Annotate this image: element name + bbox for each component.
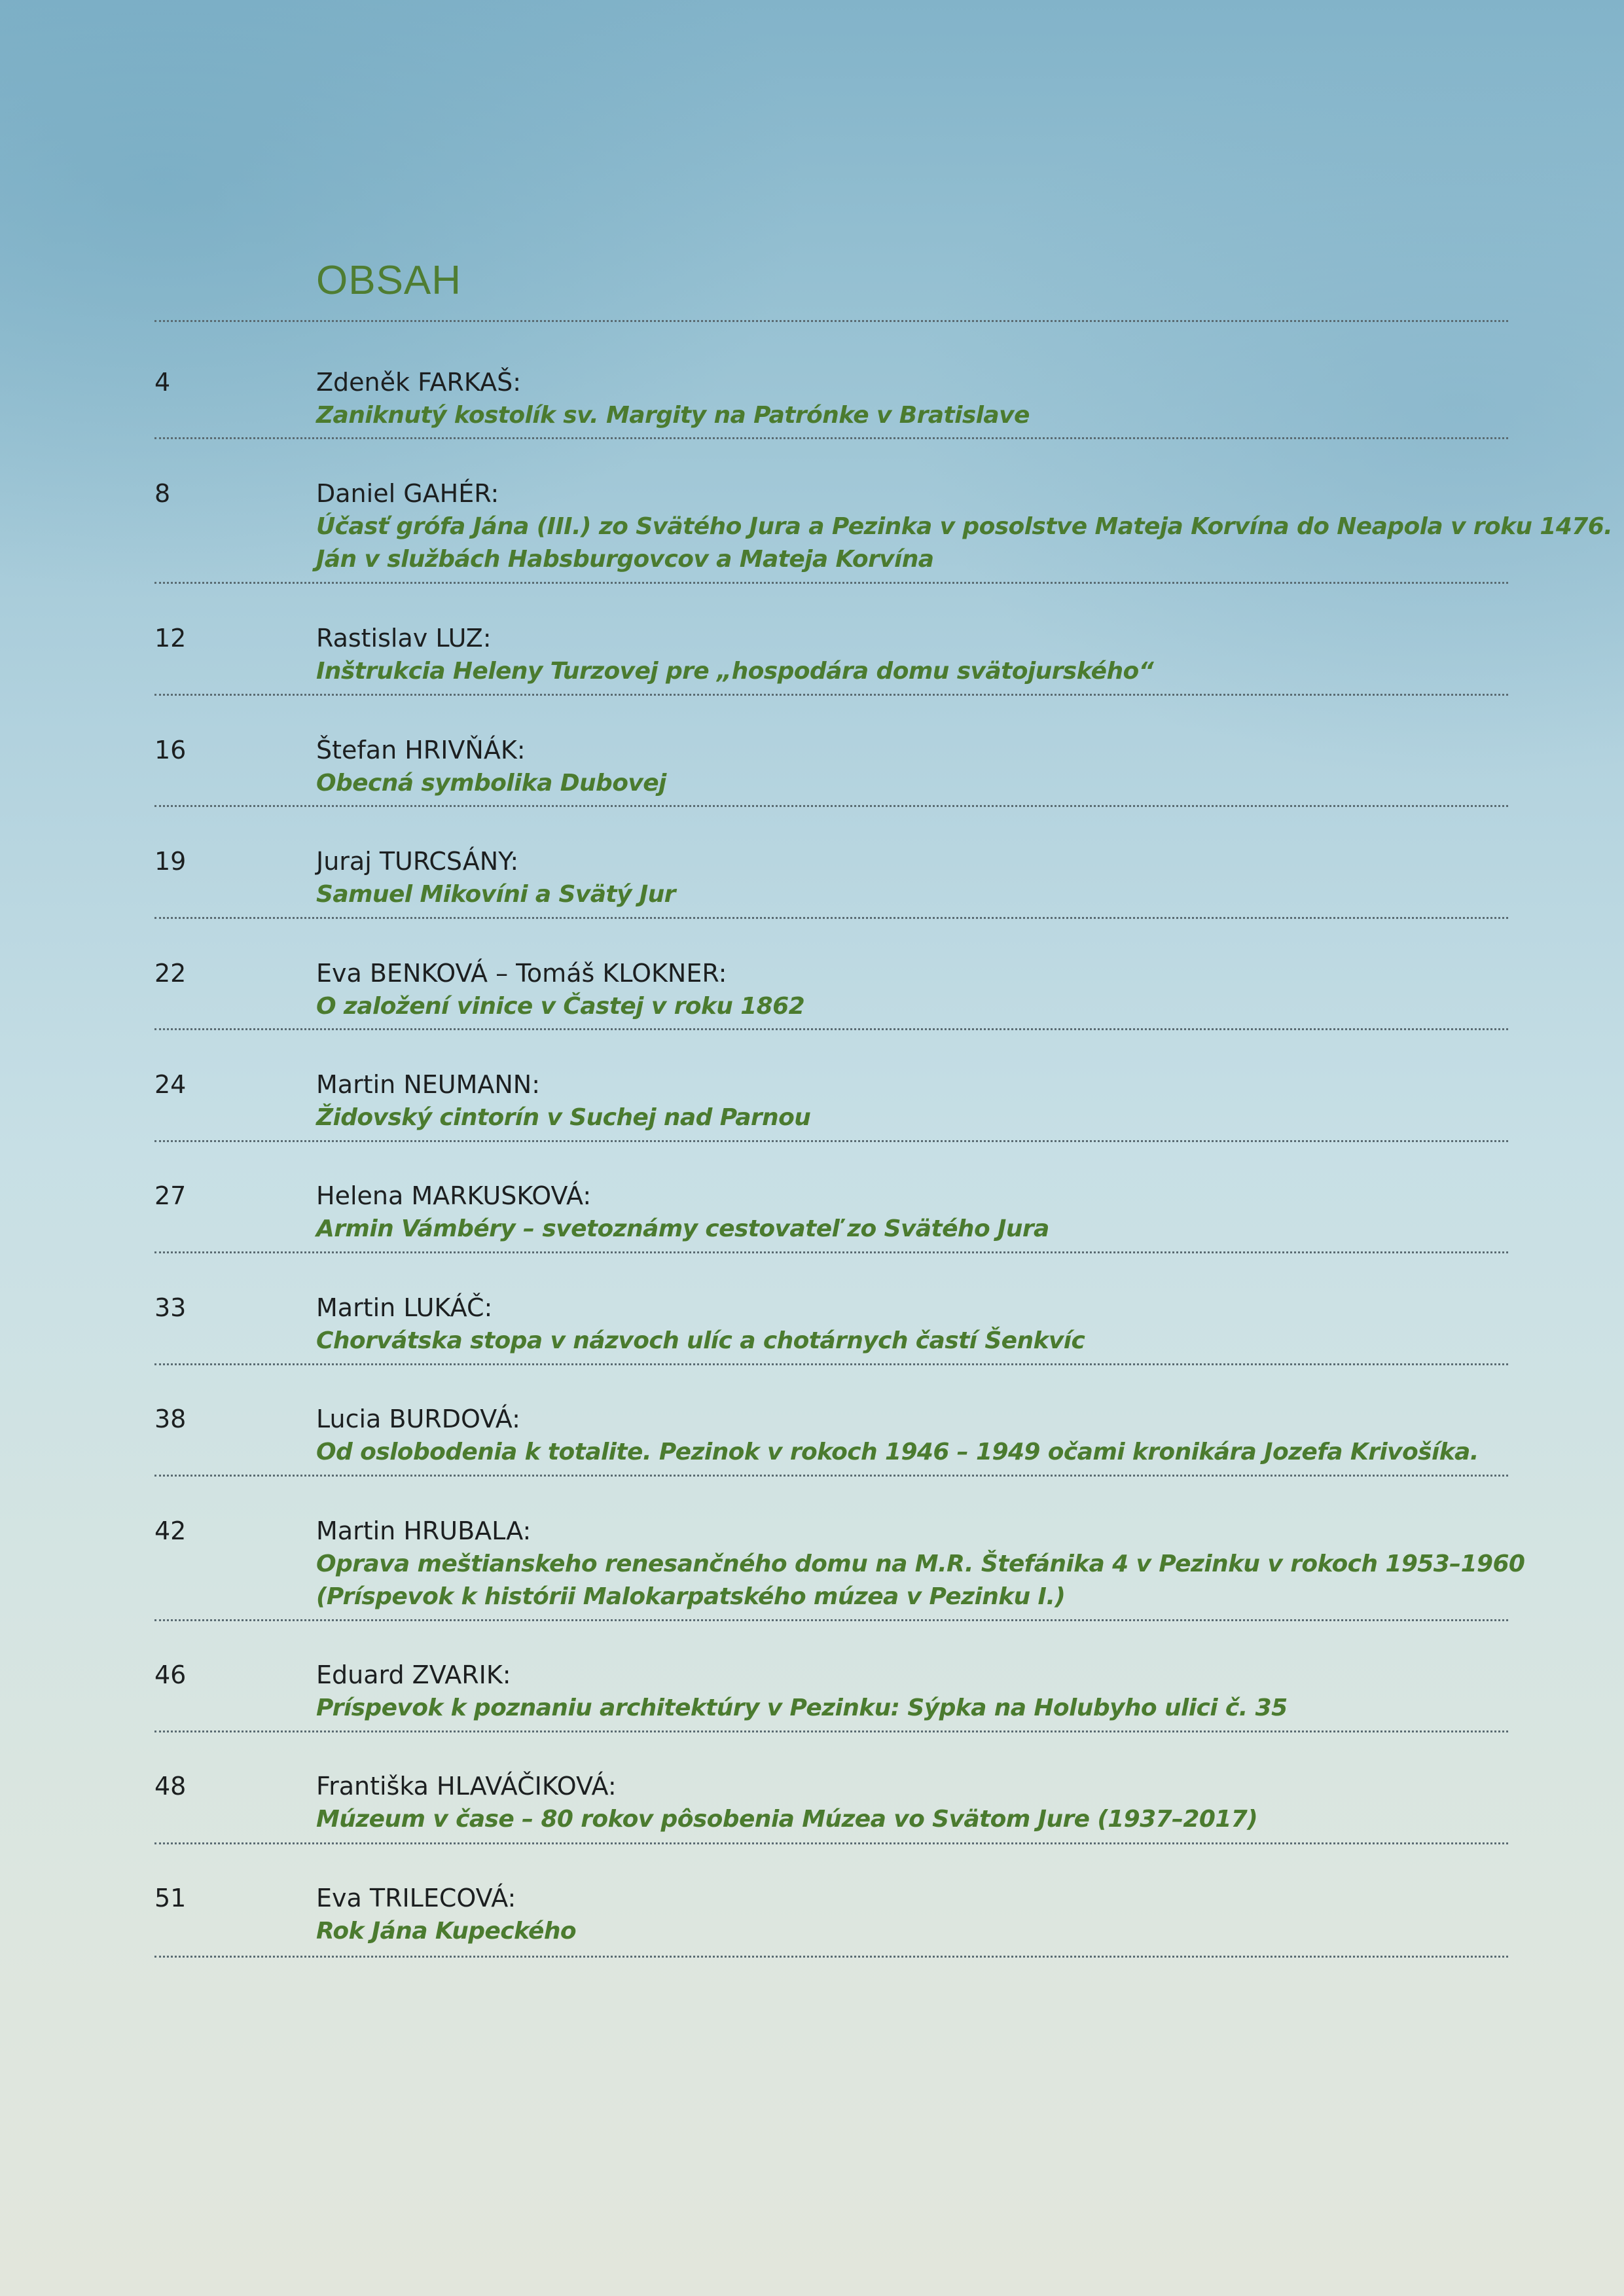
toc-article-title[interactable]: Židovský cintorín v Suchej nad Parnou — [316, 1104, 811, 1131]
toc-page-number: 24 — [154, 1070, 187, 1099]
toc-author: Františka HLAVÁČIKOVÁ: — [316, 1772, 617, 1801]
toc-page-number: 38 — [154, 1405, 187, 1433]
toc-article-title[interactable]: Ján v službách Habsburgovcov a Mateja Korvína — [316, 546, 934, 573]
toc-article-title[interactable]: Príspevok k poznaniu architektúry v Pezinku: Sýpka na Holubyho ulici č. 35 — [316, 1695, 1288, 1721]
dotted-divider — [154, 1731, 1508, 1732]
dotted-divider — [154, 917, 1508, 919]
toc-entry-body — [316, 844, 1514, 911]
toc-page-number: 33 — [154, 1293, 187, 1322]
toc-article-title[interactable]: Inštrukcia Heleny Turzovej pre „hospodára domu svätojurského“ — [316, 658, 1154, 685]
toc-author: Martin HRUBALA: — [316, 1516, 532, 1545]
dotted-divider — [154, 437, 1508, 439]
toc-page-number: 16 — [154, 736, 187, 764]
toc-article-title[interactable]: (Príspevok k histórii Malokarpatského múzea v Pezinku I.) — [316, 1583, 1066, 1610]
toc-author: Martin NEUMANN: — [316, 1070, 540, 1099]
toc-article-title[interactable]: Chorvátska stopa v názvoch ulíc a chotárnych častí Šenkvíc — [316, 1327, 1085, 1354]
toc-author: Juraj TURCSÁNY: — [316, 847, 519, 876]
toc-author: Helena MARKUSKOVÁ: — [316, 1181, 592, 1210]
dotted-divider — [154, 1140, 1508, 1142]
dotted-divider — [154, 1251, 1508, 1253]
toc-article-title[interactable]: Zaniknutý kostolík sv. Margity na Patrónke v Bratislave — [316, 402, 1030, 429]
dotted-divider — [154, 1619, 1508, 1621]
toc-article-title[interactable]: Armin Vámbéry – svetoznámy cestovateľ zo Svätého Jura — [316, 1215, 1049, 1242]
dotted-divider — [154, 1842, 1508, 1844]
toc-author: Lucia BURDOVÁ: — [316, 1405, 520, 1433]
toc-page-number: 22 — [154, 959, 187, 988]
toc-author: Štefan HRIVŇÁK: — [316, 736, 526, 764]
toc-page-number: 12 — [154, 624, 187, 653]
toc-article-title[interactable]: Rok Jána Kupeckého — [316, 1918, 576, 1945]
toc-article-title[interactable]: O založení vinice v Častej v roku 1862 — [316, 993, 805, 1020]
toc-page-number: 19 — [154, 847, 187, 876]
toc-author: Daniel GAHÉR: — [316, 479, 499, 508]
toc-entry-body — [316, 956, 1514, 1023]
dotted-divider — [154, 1956, 1508, 1958]
toc-page-number: 48 — [154, 1772, 187, 1801]
dotted-divider — [154, 1363, 1508, 1365]
toc-entry-body — [316, 1881, 1514, 1948]
toc-page-number: 42 — [154, 1516, 187, 1545]
dotted-divider — [154, 1475, 1508, 1477]
toc-entry-body — [316, 365, 1514, 432]
toc-page-number: 4 — [154, 368, 171, 397]
toc-entry-body — [316, 733, 1514, 800]
toc-article-title[interactable]: Oprava meštianskeho renesančného domu na M.R. Štefánika 4 v Pezinku v rokoch 1953–1960 — [316, 1551, 1525, 1577]
toc-author: Rastislav LUZ: — [316, 624, 492, 653]
toc-entry-body — [316, 1179, 1514, 1246]
toc-entry-body — [316, 1402, 1514, 1469]
toc-entry-body — [316, 1291, 1514, 1357]
toc-entry-body — [316, 1769, 1514, 1836]
toc-author: Eva BENKOVÁ – Tomáš KLOKNER: — [316, 959, 727, 988]
toc-article-title[interactable]: Od oslobodenia k totalite. Pezinok v rokoch 1946 – 1949 očami kronikára Jozefa Krivošíka. — [316, 1439, 1479, 1465]
toc-article-title[interactable]: Účasť grófa Jána (III.) zo Svätého Jura a Pezinka v posolstve Mateja Korvína do Neapola v roku 1476. — [316, 513, 1613, 540]
toc-entry-body — [316, 1514, 1525, 1613]
toc-author: Zdeněk FARKAŠ: — [316, 368, 522, 397]
toc-page-number: 27 — [154, 1181, 187, 1210]
toc-entry-body — [316, 1067, 1514, 1134]
toc-article-title[interactable]: Múzeum v čase – 80 rokov pôsobenia Múzea vo Svätom Jure (1937–2017) — [316, 1806, 1258, 1833]
toc-page-number: 46 — [154, 1660, 187, 1689]
toc-author: Eduard ZVARIK: — [316, 1660, 511, 1689]
toc-page-number: 51 — [154, 1884, 187, 1912]
toc-article-title[interactable]: Samuel Mikovíni a Svätý Jur — [316, 881, 676, 908]
toc-entry-body — [316, 476, 1613, 576]
toc-article-title[interactable]: Obecná symbolika Dubovej — [316, 770, 666, 797]
dotted-divider — [154, 320, 1508, 322]
toc-author: Martin LUKÁČ: — [316, 1293, 493, 1322]
toc-entry-body — [316, 621, 1514, 688]
toc-author: Eva TRILECOVÁ: — [316, 1884, 516, 1912]
toc-page-number: 8 — [154, 479, 171, 508]
dotted-divider — [154, 694, 1508, 696]
toc-heading: OBSAH — [316, 258, 462, 303]
dotted-divider — [154, 805, 1508, 807]
dotted-divider — [154, 582, 1508, 584]
dotted-divider — [154, 1028, 1508, 1030]
toc-entry-body — [316, 1658, 1514, 1725]
